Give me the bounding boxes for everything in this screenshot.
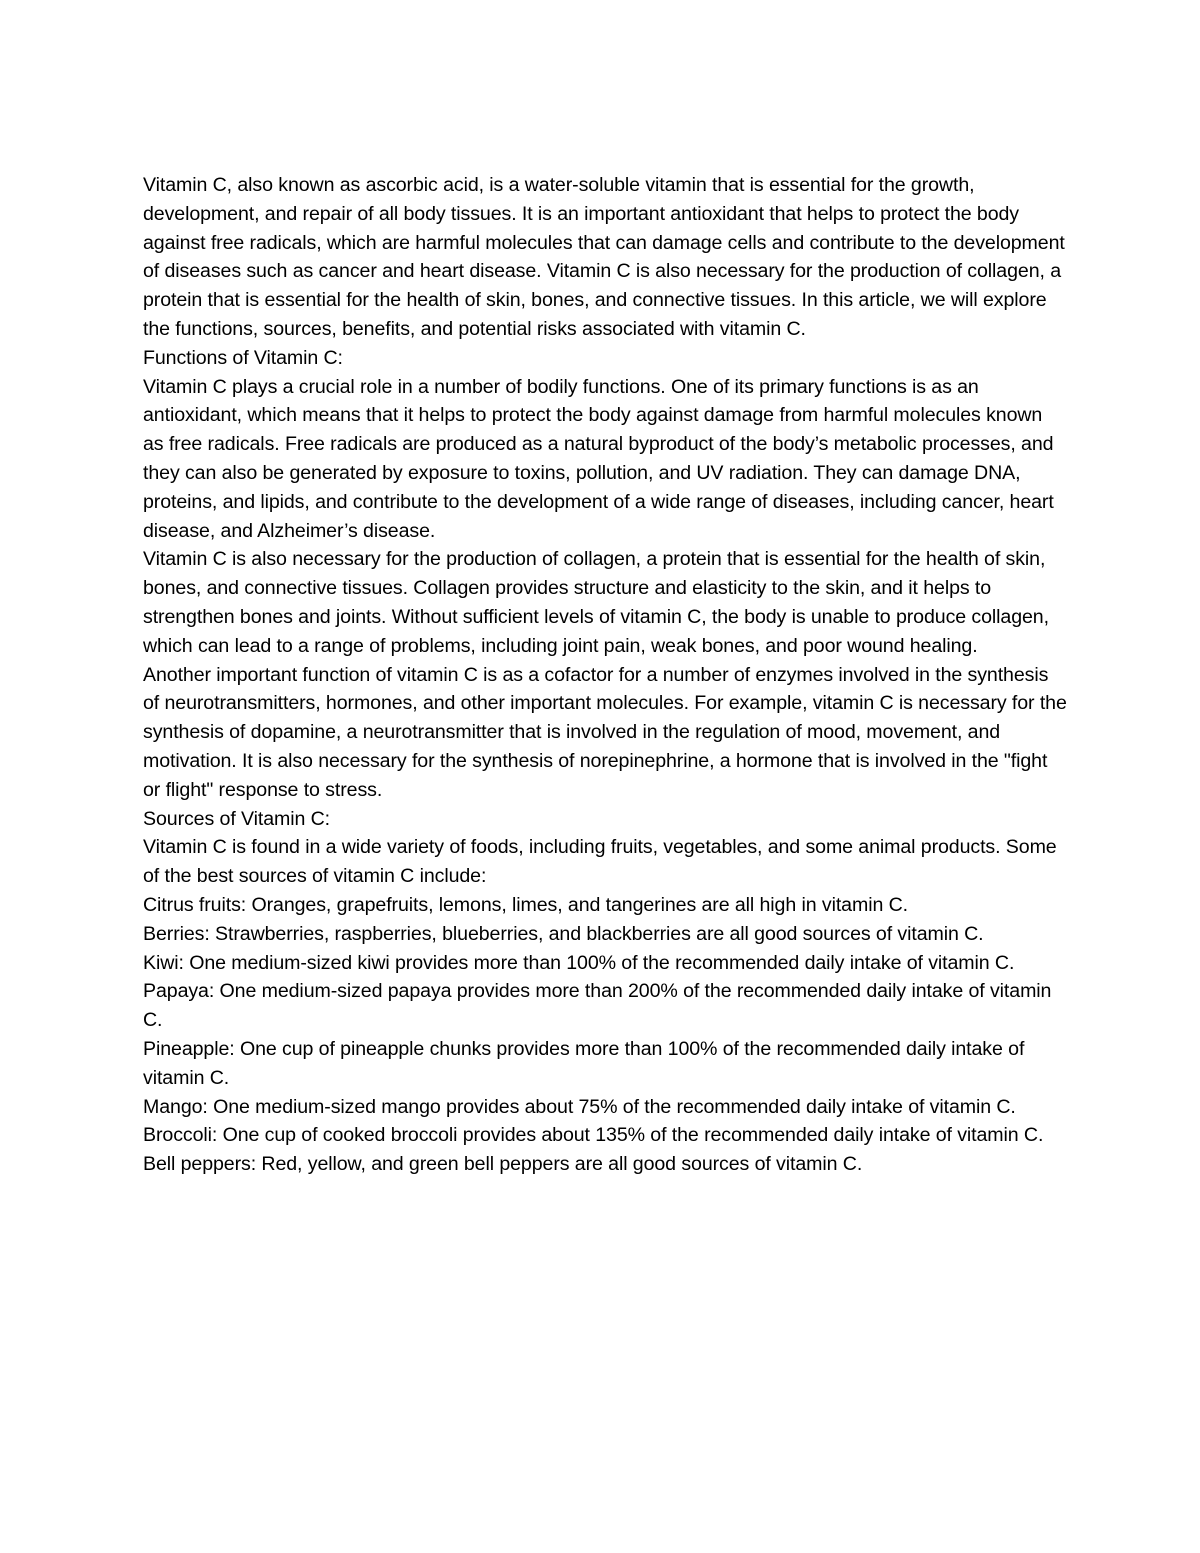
source-item-pineapple: Pineapple: One cup of pineapple chunks provides more than 100% of the recommended daily intake of vitamin C. xyxy=(143,1037,1025,1089)
section-heading-sources: Sources of Vitamin C: xyxy=(143,807,331,830)
intro-paragraph: Vitamin C, also known as ascorbic acid, is a water-soluble vitamin that is essential for the growth, development, and repair of all body tissues. It is an important antioxidant that helps to protect the body against free radicals, which are harmful molecules that can damage cells and contribute to the development of diseases such as cancer and heart disease. Vitamin C is also necessary for the production of collagen, a protein that is essential for the health of skin, bones, and connective tissues. In this article, we will explore the functions, sources, benefits, and potential risks associated with vitamin C. xyxy=(143,174,1065,340)
paragraph-collagen: Vitamin C is also necessary for the production of collagen, a protein that is essential for the health of skin, bones, and connective tissues. Collagen provides structure and elasticity to the skin, and it helps to strengthen bones and joints. Without sufficient levels of vitamin C, the body is unable to produce collagen, which can lead to a range of problems, including joint pain, weak bones, and poor wound healing. xyxy=(143,548,1049,657)
source-item-berries: Berries: Strawberries, raspberries, blueberries, and blackberries are all good sources of vitamin C. xyxy=(143,922,984,945)
source-item-bell-peppers: Bell peppers: Red, yellow, and green bell peppers are all good sources of vitamin C. xyxy=(143,1153,863,1176)
section-heading-functions: Functions of Vitamin C: xyxy=(143,346,343,369)
document-body xyxy=(143,171,1068,1179)
source-item-citrus: Citrus fruits: Oranges, grapefruits, lemons, limes, and tangerines are all high in vitamin C. xyxy=(143,893,908,916)
source-item-papaya: Papaya: One medium-sized papaya provides more than 200% of the recommended daily intake of vitamin C. xyxy=(143,980,1052,1032)
source-item-kiwi: Kiwi: One medium-sized kiwi provides more than 100% of the recommended daily intake of vitamin C. xyxy=(143,951,1015,974)
source-item-mango: Mango: One medium-sized mango provides about 75% of the recommended daily intake of vitamin C. xyxy=(143,1095,1016,1118)
source-item-broccoli: Broccoli: One cup of cooked broccoli provides about 135% of the recommended daily intake of vitamin C. xyxy=(143,1124,1044,1147)
paragraph-antioxidant: Vitamin C plays a crucial role in a number of bodily functions. One of its primary functions is as an antioxidant, which means that it helps to protect the body against damage from harmful molecules known as free radicals. Free radicals are produced as a natural byproduct of the body’s metabolic processes, and they can also be generated by exposure to toxins, pollution, and UV radiation. They can damage DNA, proteins, and lipids, and contribute to the development of a wide range of diseases, including cancer, heart disease, and Alzheimer’s disease. xyxy=(143,375,1054,542)
paragraph-sources-intro: Vitamin C is found in a wide variety of foods, including fruits, vegetables, and some animal products. Some of the best sources of vitamin C include: xyxy=(143,836,1057,888)
paragraph-cofactor: Another important function of vitamin C is as a cofactor for a number of enzymes involved in the synthesis of neurotransmitters, hormones, and other important molecules. For example, vitamin C is necessary for the synthesis of dopamine, a neurotransmitter that is involved in the regulation of mood, movement, and motivation. It is also necessary for the synthesis of norepinephrine, a hormone that is involved in the "fight or flight" response to stress. xyxy=(143,663,1067,801)
